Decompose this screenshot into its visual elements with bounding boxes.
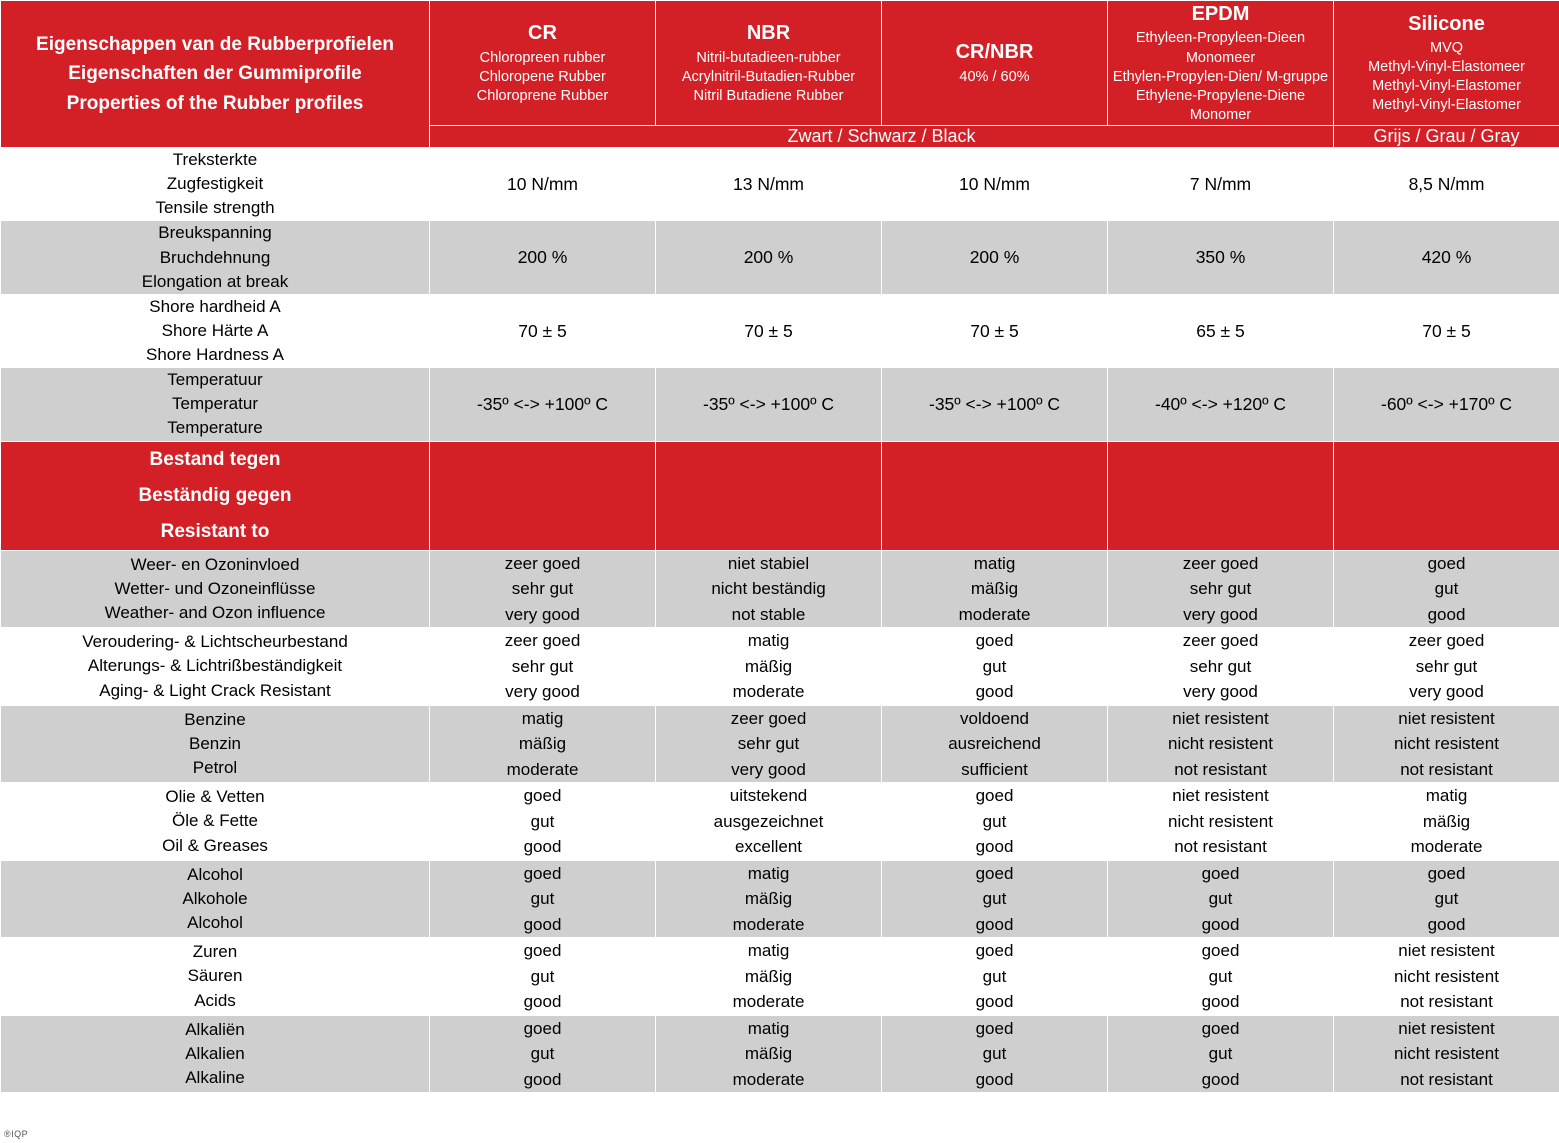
cell-value bbox=[882, 783, 1108, 861]
cell-value-line: very good bbox=[505, 604, 580, 624]
cell-value-line: matig bbox=[1425, 786, 1468, 806]
section-header-line: Beständig gegen bbox=[138, 484, 292, 506]
cell-value-line: zeer goed bbox=[1182, 553, 1259, 573]
cell-value-line: not resistant bbox=[1400, 759, 1493, 779]
cell-value-line: matig bbox=[747, 1018, 790, 1038]
material-header-cr-nbr bbox=[882, 1, 1108, 126]
material-code: EPDM bbox=[1191, 3, 1250, 25]
cell-value-line: moderate bbox=[732, 682, 805, 702]
cell-value bbox=[656, 628, 882, 706]
cell-value bbox=[1334, 148, 1559, 221]
cell-value-line: nicht resistent bbox=[1394, 734, 1499, 754]
cell-value-line: goed bbox=[1201, 863, 1240, 883]
table-row bbox=[1, 783, 1559, 861]
cell-value-line: good bbox=[1427, 604, 1466, 624]
row-label-line: Aging- & Light Crack Resistant bbox=[99, 680, 331, 700]
cell-value bbox=[882, 294, 1108, 367]
cell-value-line: moderate bbox=[1410, 837, 1483, 857]
cell-value bbox=[430, 1015, 656, 1093]
cell-value bbox=[656, 221, 882, 294]
row-label-line: Weather- and Ozon influence bbox=[104, 603, 326, 623]
cell-value-line: zeer goed bbox=[1408, 631, 1485, 651]
cell-value bbox=[430, 783, 656, 861]
material-subtitle: Methyl-Vinyl-Elastomer bbox=[1372, 78, 1521, 95]
row-label-line: Veroudering- & Lichtscheurbestand bbox=[82, 632, 348, 652]
row-label bbox=[1, 550, 430, 628]
row-label-line: Bruchdehnung bbox=[159, 247, 271, 267]
cell-value-line: 7 N/mm bbox=[1189, 173, 1252, 194]
row-label-line: Benzine bbox=[184, 709, 246, 729]
row-label-line: Elongation at break bbox=[141, 271, 289, 291]
material-header-nbr bbox=[656, 1, 882, 126]
row-label-line: Zuren bbox=[192, 942, 238, 962]
cell-value-line: matig bbox=[521, 708, 564, 728]
cell-value bbox=[1334, 1015, 1559, 1093]
cell-value-line: mäßig bbox=[970, 579, 1019, 599]
material-code: Silicone bbox=[1408, 12, 1485, 35]
cell-value-line: zeer goed bbox=[504, 553, 581, 573]
table-row bbox=[1, 1015, 1559, 1093]
cell-value-line: goed bbox=[523, 786, 562, 806]
cell-value bbox=[1108, 368, 1334, 441]
cell-value-line: moderate bbox=[732, 1069, 805, 1089]
cell-value-line: 70 ± 5 bbox=[1422, 320, 1471, 341]
cell-value-line: goed bbox=[975, 863, 1014, 883]
cell-value bbox=[882, 550, 1108, 628]
row-label-line: Wetter- und Ozoneinflüsse bbox=[114, 578, 316, 598]
cell-value-line: not resistant bbox=[1400, 1069, 1493, 1089]
cell-value-line: 65 ± 5 bbox=[1196, 320, 1245, 341]
cell-value-line: -35º <-> +100º C bbox=[929, 393, 1060, 414]
cell-value-line: gut bbox=[1208, 966, 1233, 986]
table-row bbox=[1, 368, 1559, 441]
cell-value-line: very good bbox=[1183, 604, 1258, 624]
cell-value bbox=[1334, 368, 1559, 441]
section-header-spacer bbox=[1334, 441, 1559, 550]
cell-value-line: good bbox=[523, 1069, 562, 1089]
color-band-gray: Grijs / Grau / Gray bbox=[1334, 126, 1559, 148]
cell-value-line: mäßig bbox=[744, 656, 793, 676]
cell-value-line: good bbox=[523, 837, 562, 857]
cell-value bbox=[882, 148, 1108, 221]
cell-value-line: mäßig bbox=[744, 966, 793, 986]
cell-value-line: niet resistent bbox=[1398, 1018, 1495, 1038]
material-subtitle: MVQ bbox=[1429, 39, 1464, 56]
cell-value-line: niet resistent bbox=[1398, 708, 1495, 728]
cell-value-line: good bbox=[1201, 1069, 1240, 1089]
cell-value-line: goed bbox=[1201, 941, 1240, 961]
row-label bbox=[1, 938, 430, 1016]
cell-value bbox=[656, 938, 882, 1016]
cell-value-line: 200 % bbox=[743, 247, 794, 268]
cell-value bbox=[430, 221, 656, 294]
material-subtitle: Methyl-Vinyl-Elastomeer bbox=[1368, 59, 1525, 76]
row-label-line: Temperature bbox=[167, 418, 263, 438]
cell-value-line: uitstekend bbox=[729, 786, 808, 806]
section-header-spacer bbox=[430, 441, 656, 550]
cell-value-line: not resistant bbox=[1174, 837, 1267, 857]
material-code: CR/NBR bbox=[955, 41, 1034, 64]
row-label-line: Alkaline bbox=[185, 1068, 245, 1088]
cell-value bbox=[1334, 550, 1559, 628]
table-header-row bbox=[1, 1, 1559, 126]
table-row bbox=[1, 938, 1559, 1016]
page-title-line: Eigenschappen van de Rubberprofielen bbox=[36, 33, 394, 55]
cell-value-line: 8,5 N/mm bbox=[1408, 173, 1485, 194]
cell-value-line: 70 ± 5 bbox=[970, 320, 1019, 341]
cell-value-line: gut bbox=[530, 966, 555, 986]
material-subtitle: Chloropene Rubber bbox=[479, 68, 606, 85]
cell-value-line: gut bbox=[1208, 1044, 1233, 1064]
cell-value-line: gut bbox=[982, 966, 1007, 986]
row-label-line: Alcohol bbox=[187, 913, 243, 933]
cell-value-line: niet stabiel bbox=[727, 553, 810, 573]
cell-value-line: goed bbox=[523, 941, 562, 961]
cell-value bbox=[1108, 221, 1334, 294]
cell-value-line: matig bbox=[973, 553, 1016, 573]
cell-value-line: nicht beständig bbox=[711, 579, 826, 599]
cell-value-line: moderate bbox=[506, 759, 579, 779]
cell-value bbox=[430, 550, 656, 628]
cell-value-line: goed bbox=[975, 631, 1014, 651]
cell-value-line: nicht resistent bbox=[1394, 966, 1499, 986]
row-label-line: Temperatur bbox=[172, 394, 258, 414]
cell-value-line: 70 ± 5 bbox=[518, 320, 567, 341]
cell-value bbox=[656, 294, 882, 367]
table-row bbox=[1, 705, 1559, 783]
cell-value-line: good bbox=[975, 992, 1014, 1012]
cell-value-line: sehr gut bbox=[511, 579, 574, 599]
cell-value-line: sehr gut bbox=[1189, 579, 1252, 599]
cell-value-line: mäßig bbox=[518, 734, 567, 754]
cell-value-line: 200 % bbox=[517, 247, 568, 268]
row-label-line: Breukspanning bbox=[158, 223, 272, 243]
cell-value-line: ausgezeichnet bbox=[713, 811, 824, 831]
material-header-cr bbox=[430, 1, 656, 126]
cell-value-line: moderate bbox=[732, 992, 805, 1012]
cell-value-line: matig bbox=[747, 631, 790, 651]
cell-value-line: niet resistent bbox=[1172, 786, 1269, 806]
cell-value bbox=[1108, 705, 1334, 783]
cell-value-line: nicht resistent bbox=[1394, 1044, 1499, 1064]
material-subtitle: Methyl-Vinyl-Elastomer bbox=[1372, 97, 1521, 114]
row-label-line: Oil & Greases bbox=[162, 835, 268, 855]
color-band-black: Zwart / Schwarz / Black bbox=[430, 126, 1334, 148]
section-header-spacer bbox=[1108, 441, 1334, 550]
cell-value bbox=[430, 148, 656, 221]
cell-value bbox=[656, 783, 882, 861]
cell-value bbox=[1334, 938, 1559, 1016]
cell-value-line: nicht resistent bbox=[1168, 734, 1273, 754]
cell-value bbox=[1108, 938, 1334, 1016]
row-label-line: Benzin bbox=[189, 733, 241, 753]
cell-value-line: -40º <-> +120º C bbox=[1155, 393, 1286, 414]
material-subtitle: Nitril-butadieen-rubber bbox=[696, 49, 841, 66]
row-label-line: Petrol bbox=[192, 758, 238, 778]
cell-value bbox=[430, 368, 656, 441]
cell-value-line: gut bbox=[982, 889, 1007, 909]
cell-value bbox=[656, 550, 882, 628]
row-label-line: Treksterkte bbox=[172, 150, 258, 170]
material-header-epdm bbox=[1108, 1, 1334, 126]
cell-value-line: sufficient bbox=[961, 759, 1028, 779]
cell-value bbox=[1108, 783, 1334, 861]
cell-value bbox=[1108, 550, 1334, 628]
row-label bbox=[1, 860, 430, 938]
cell-value bbox=[882, 705, 1108, 783]
cell-value-line: very good bbox=[505, 682, 580, 702]
cell-value bbox=[1108, 148, 1334, 221]
row-label-line: Alkalien bbox=[185, 1043, 245, 1063]
row-label bbox=[1, 628, 430, 706]
cell-value-line: goed bbox=[523, 863, 562, 883]
cell-value-line: sehr gut bbox=[1415, 656, 1478, 676]
cell-value bbox=[430, 294, 656, 367]
section-header-spacer bbox=[656, 441, 882, 550]
cell-value-line: goed bbox=[1427, 553, 1466, 573]
cell-value-line: good bbox=[523, 992, 562, 1012]
cell-value bbox=[882, 221, 1108, 294]
cell-value-line: goed bbox=[1427, 863, 1466, 883]
cell-value-line: mäßig bbox=[744, 1044, 793, 1064]
cell-value-line: niet resistent bbox=[1172, 708, 1269, 728]
row-label-line: Alcohol bbox=[187, 864, 243, 884]
cell-value bbox=[656, 860, 882, 938]
material-subtitle: 40% / 60% bbox=[959, 68, 1030, 85]
page-title-line: Eigenschaften der Gummiprofile bbox=[68, 63, 362, 85]
row-label-line: Säuren bbox=[187, 966, 243, 986]
cell-value-line: zeer goed bbox=[1182, 631, 1259, 651]
row-label bbox=[1, 294, 430, 367]
cell-value-line: 13 N/mm bbox=[733, 173, 804, 194]
row-label-line: Olie & Vetten bbox=[165, 787, 265, 807]
cell-value bbox=[430, 705, 656, 783]
cell-value-line: goed bbox=[975, 941, 1014, 961]
row-label-line: Alterungs- & Lichtrißbeständigkeit bbox=[87, 656, 343, 676]
material-code: NBR bbox=[746, 22, 791, 45]
material-code: CR bbox=[528, 22, 557, 45]
cell-value bbox=[1334, 860, 1559, 938]
cell-value-line: gut bbox=[982, 656, 1007, 676]
page-title-line: Properties of the Rubber profiles bbox=[66, 92, 364, 114]
cell-value-line: 200 % bbox=[969, 247, 1020, 268]
material-subtitle: Chloropreen rubber bbox=[479, 49, 606, 66]
row-label bbox=[1, 368, 430, 441]
cell-value-line: ausreichend bbox=[948, 734, 1041, 754]
table-row bbox=[1, 294, 1559, 367]
cell-value-line: niet resistent bbox=[1398, 941, 1495, 961]
row-label-line: Alkaliën bbox=[185, 1019, 245, 1039]
cell-value-line: good bbox=[1201, 914, 1240, 934]
cell-value bbox=[1334, 294, 1559, 367]
cell-value-line: sehr gut bbox=[511, 656, 574, 676]
table-row bbox=[1, 628, 1559, 706]
cell-value-line: goed bbox=[523, 1018, 562, 1038]
row-label-line: Shore Härte A bbox=[161, 320, 269, 340]
cell-value bbox=[1334, 705, 1559, 783]
cell-value bbox=[1108, 860, 1334, 938]
cell-value-line: matig bbox=[747, 863, 790, 883]
cell-value-line: sehr gut bbox=[1189, 656, 1252, 676]
cell-value bbox=[1108, 1015, 1334, 1093]
section-header-line: Resistant to bbox=[160, 520, 270, 542]
cell-value-line: goed bbox=[1201, 1018, 1240, 1038]
cell-value bbox=[882, 1015, 1108, 1093]
cell-value bbox=[1334, 783, 1559, 861]
cell-value bbox=[1108, 294, 1334, 367]
cell-value bbox=[656, 368, 882, 441]
cell-value bbox=[656, 705, 882, 783]
cell-value-line: gut bbox=[530, 811, 555, 831]
cell-value-line: gut bbox=[530, 1044, 555, 1064]
row-label-line: Shore hardheid A bbox=[149, 296, 281, 316]
row-label bbox=[1, 148, 430, 221]
row-label-line: Shore Hardness A bbox=[146, 345, 284, 365]
cell-value-line: mäßig bbox=[744, 889, 793, 909]
cell-value-line: moderate bbox=[732, 914, 805, 934]
material-subtitle: Ethyleen-Propyleen-Dieen Monomeer bbox=[1135, 30, 1306, 66]
row-label bbox=[1, 221, 430, 294]
cell-value-line: good bbox=[975, 682, 1014, 702]
cell-value bbox=[882, 860, 1108, 938]
cell-value-line: 10 N/mm bbox=[959, 173, 1030, 194]
cell-value-line: matig bbox=[747, 941, 790, 961]
cell-value-line: goed bbox=[975, 1018, 1014, 1038]
section-header-row bbox=[1, 441, 1559, 550]
table-row bbox=[1, 550, 1559, 628]
row-label bbox=[1, 705, 430, 783]
cell-value-line: not resistant bbox=[1400, 992, 1493, 1012]
cell-value-line: excellent bbox=[734, 837, 803, 857]
cell-value-line: very good bbox=[731, 759, 806, 779]
cell-value bbox=[882, 938, 1108, 1016]
cell-value-line: good bbox=[1201, 992, 1240, 1012]
cell-value-line: -35º <-> +100º C bbox=[477, 393, 608, 414]
row-label-line: Weer- en Ozoninvloed bbox=[130, 554, 300, 574]
material-subtitle: Ethylene-Propylene-Diene Monomer bbox=[1135, 87, 1306, 123]
table-row bbox=[1, 221, 1559, 294]
cell-value-line: 350 % bbox=[1195, 247, 1246, 268]
cell-value bbox=[1108, 628, 1334, 706]
cell-value-line: good bbox=[975, 1069, 1014, 1089]
cell-value-line: very good bbox=[1183, 682, 1258, 702]
watermark: ®IQP bbox=[4, 1129, 29, 1139]
cell-value bbox=[882, 628, 1108, 706]
cell-value-line: 420 % bbox=[1421, 247, 1472, 268]
cell-value-line: nicht resistent bbox=[1168, 811, 1273, 831]
cell-value-line: gut bbox=[982, 811, 1007, 831]
material-subtitle: Chloroprene Rubber bbox=[476, 87, 609, 104]
cell-value-line: -60º <-> +170º C bbox=[1381, 393, 1512, 414]
cell-value-line: voldoend bbox=[959, 708, 1029, 728]
row-label bbox=[1, 1015, 430, 1093]
table-row bbox=[1, 860, 1559, 938]
cell-value-line: gut bbox=[1434, 579, 1459, 599]
material-subtitle: Acrylnitril-Butadien-Rubber bbox=[681, 68, 856, 85]
section-header-spacer bbox=[882, 441, 1108, 550]
material-subtitle: Nitril Butadiene Rubber bbox=[693, 87, 844, 104]
cell-value-line: good bbox=[523, 914, 562, 934]
cell-value-line: not resistant bbox=[1174, 759, 1267, 779]
cell-value-line: 70 ± 5 bbox=[744, 320, 793, 341]
cell-value bbox=[430, 860, 656, 938]
cell-value-line: -35º <-> +100º C bbox=[703, 393, 834, 414]
cell-value-line: good bbox=[975, 914, 1014, 934]
cell-value-line: not stable bbox=[731, 604, 806, 624]
section-header-label bbox=[1, 441, 430, 550]
cell-value-line: good bbox=[1427, 914, 1466, 934]
row-label bbox=[1, 783, 430, 861]
cell-value-line: gut bbox=[982, 1044, 1007, 1064]
cell-value-line: gut bbox=[530, 889, 555, 909]
cell-value-line: good bbox=[975, 837, 1014, 857]
section-header-line: Bestand tegen bbox=[149, 448, 281, 470]
row-label-line: Zugfestigkeit bbox=[166, 174, 264, 194]
cell-value bbox=[430, 628, 656, 706]
row-label-line: Alkohole bbox=[182, 888, 248, 908]
cell-value-line: zeer goed bbox=[730, 708, 807, 728]
cell-value-line: moderate bbox=[958, 604, 1031, 624]
cell-value-line: very good bbox=[1409, 682, 1484, 702]
row-label-line: Tensile strength bbox=[155, 198, 275, 218]
row-label-line: Acids bbox=[194, 990, 236, 1010]
cell-value bbox=[656, 1015, 882, 1093]
cell-value-line: gut bbox=[1434, 889, 1459, 909]
cell-value-line: goed bbox=[975, 786, 1014, 806]
cell-value-line: gut bbox=[1208, 889, 1233, 909]
material-subtitle: Ethylen-Propylen-Dien/ M-gruppe bbox=[1112, 68, 1329, 85]
row-label-line: Temperatuur bbox=[167, 370, 263, 390]
cell-value-line: sehr gut bbox=[737, 734, 800, 754]
table-row bbox=[1, 148, 1559, 221]
cell-value-line: zeer goed bbox=[504, 631, 581, 651]
cell-value bbox=[1334, 628, 1559, 706]
page-title bbox=[1, 1, 430, 148]
cell-value bbox=[1334, 221, 1559, 294]
cell-value-line: mäßig bbox=[1422, 811, 1471, 831]
cell-value-line: 10 N/mm bbox=[507, 173, 578, 194]
row-label-line: Öle & Fette bbox=[172, 811, 258, 831]
cell-value bbox=[656, 148, 882, 221]
cell-value bbox=[430, 938, 656, 1016]
material-header-silicone bbox=[1334, 1, 1559, 126]
cell-value bbox=[882, 368, 1108, 441]
